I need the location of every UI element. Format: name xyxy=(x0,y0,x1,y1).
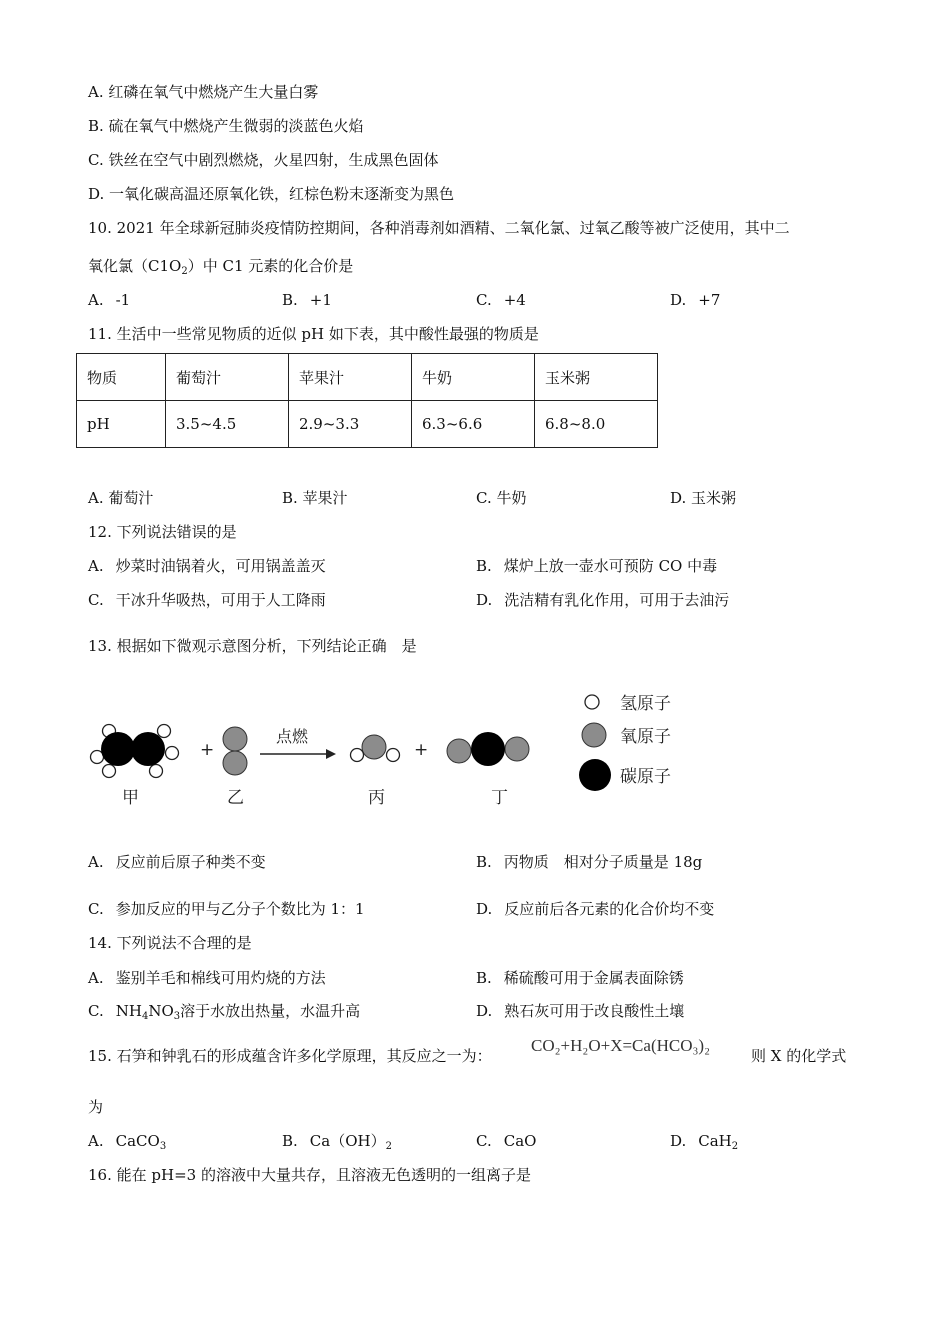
arrow-label: 点燃 xyxy=(276,727,309,746)
legend-oxygen: 氧原子 xyxy=(620,727,671,747)
q15-option-d: D. CaH$_2$ xyxy=(670,1132,739,1152)
table-cell: 葡萄汁 xyxy=(166,354,289,401)
q10-stem-line2: 氧化氯$(C1O_2)$中 C1 元素的化合价是 xyxy=(88,257,354,277)
oxygen-atom-icon xyxy=(582,723,606,747)
q15-option-a: A. CaCO$_3$ xyxy=(88,1132,167,1152)
arrow-head-icon xyxy=(326,749,336,759)
legend xyxy=(579,694,671,791)
q10-option-a: A. -1 xyxy=(88,291,131,309)
molecule-name-ding: 丁 xyxy=(491,788,508,808)
table-cell: 6.8~8.0 xyxy=(535,401,658,448)
q15-option-b: B. $Ca(OH)_2$ xyxy=(282,1132,392,1152)
q15-stem-cont: 为 xyxy=(88,1098,104,1116)
q9-option-d: D. 一氧化碳高温还原氧化铁，红棕色粉末逐渐变为黑色 xyxy=(88,185,455,203)
table-cell: 牛奶 xyxy=(412,354,535,401)
reaction-diagram xyxy=(80,685,720,820)
q14-option-d: D. 熟石灰可用于改良酸性土壤 xyxy=(476,1002,685,1020)
table-cell: 2.9~3.3 xyxy=(289,401,412,448)
q10-stem-line1: 10. 2021 年全球新冠肺炎疫情防控期间，各种消毒剂如酒精、二氧化氯、过氧乙酸等被广泛使用，其中二 xyxy=(88,219,790,237)
q12-stem: 12. 下列说法错误的是 xyxy=(88,523,237,541)
q9-option-c: C. 铁丝在空气中剧烈燃烧，火星四射，生成黑色固体 xyxy=(88,151,439,169)
q13-option-b: B. 丙物质 相对分子质量是 18g xyxy=(476,853,703,871)
ph-table xyxy=(76,353,658,448)
q14-stem: 14. 下列说法不合理的是 xyxy=(88,934,252,952)
q13-stem: 13. 根据如下微观示意图分析，下列结论正确 是 xyxy=(88,637,417,655)
q12-option-d: D. 洗洁精有乳化作用，可用于去油污 xyxy=(476,591,730,609)
q11-option-d: D. 玉米粥 xyxy=(670,489,737,507)
q12-option-c: C. 干冰升华吸热，可用于人工降雨 xyxy=(88,591,326,609)
legend-hydrogen: 氢原子 xyxy=(620,694,671,714)
q14-option-b: B. 稀硫酸可用于金属表面除锈 xyxy=(476,969,684,987)
molecule-name-yi: 乙 xyxy=(227,788,244,808)
table-cell: 物质 xyxy=(77,354,166,401)
q15-option-c: C. CaO xyxy=(476,1132,537,1150)
table-row xyxy=(77,401,658,448)
table-cell: 3.5~4.5 xyxy=(166,401,289,448)
molecule-jia xyxy=(91,725,179,778)
q13-option-a: A. 反应前后原子种类不变 xyxy=(88,853,266,871)
q11-stem: 11. 生活中一些常见物质的近似 pH 如下表，其中酸性最强的物质是 xyxy=(88,325,539,343)
q9-option-b: B. 硫在氧气中燃烧产生微弱的淡蓝色火焰 xyxy=(88,117,364,135)
q14-option-a: A. 鉴别羊毛和棉线可用灼烧的方法 xyxy=(88,969,326,987)
q16-stem: 16. 能在 pH=3 的溶液中大量共存，且溶液无色透明的一组离子是 xyxy=(88,1166,531,1184)
q9-option-a: A. 红磷在氧气中燃烧产生大量白雾 xyxy=(88,83,319,101)
plus-sign: + xyxy=(414,740,429,760)
q14-option-c: C. $NH_4NO_3$溶于水放出热量，水温升高 xyxy=(88,1002,361,1022)
q12-option-a: A. 炒菜时油锅着火，可用锅盖盖灭 xyxy=(88,557,326,575)
molecule-name-bing: 丙 xyxy=(368,788,385,808)
q13-option-d: D. 反应前后各元素的化合价均不变 xyxy=(476,900,715,918)
table-cell: 苹果汁 xyxy=(289,354,412,401)
q10-option-c: C. +4 xyxy=(476,291,526,309)
molecule-ding xyxy=(447,732,529,766)
table-row xyxy=(77,354,658,401)
legend-carbon: 碳原子 xyxy=(620,767,671,787)
q15-stem-pre: 15. 石笋和钟乳石的形成蕴含许多化学原理，其反应之一为： xyxy=(88,1047,492,1065)
q11-option-b: B. 苹果汁 xyxy=(282,489,348,507)
carbon-atom-icon xyxy=(579,759,611,791)
molecule-bing xyxy=(351,735,400,762)
table-cell: 玉米粥 xyxy=(535,354,658,401)
hydrogen-atom-icon xyxy=(585,695,599,709)
molecule-yi xyxy=(223,727,247,775)
q11-option-c: C. 牛奶 xyxy=(476,489,527,507)
q13-option-c: C. 参加反应的甲与乙分子个数比为 1：1 xyxy=(88,900,365,918)
q10-option-b: B. +1 xyxy=(282,291,332,309)
molecule-name-jia: 甲 xyxy=(122,788,139,808)
q15-stem-post: 则 X 的化学式 xyxy=(751,1047,847,1065)
q15-equation: CO₂+H₂O+X=Ca(HCO₃)₂ xyxy=(531,1036,711,1055)
q11-option-a: A. 葡萄汁 xyxy=(88,489,154,507)
q12-option-b: B. 煤炉上放一壶水可预防 CO 中毒 xyxy=(476,557,718,575)
table-cell: 6.3~6.6 xyxy=(412,401,535,448)
q10-option-d: D. +7 xyxy=(670,291,721,309)
plus-sign: + xyxy=(200,740,215,760)
table-cell: pH xyxy=(77,401,166,448)
